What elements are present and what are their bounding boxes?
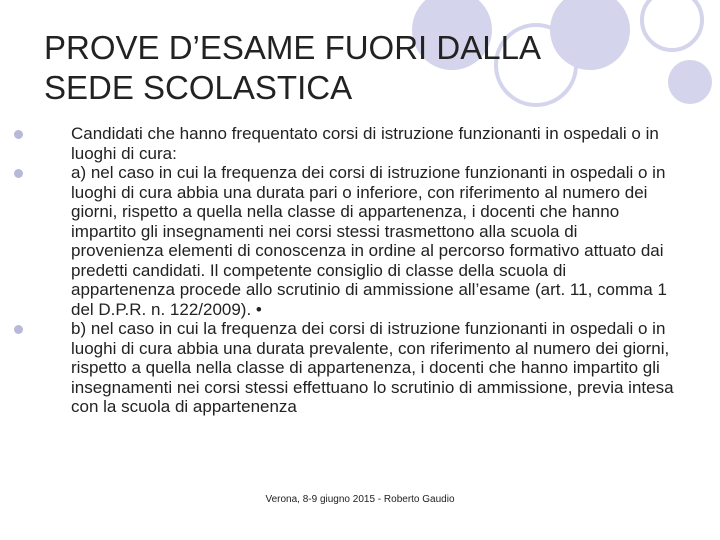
bullet-list bbox=[14, 124, 674, 417]
decor-circle bbox=[642, 0, 702, 50]
bullet-text: Candidati che hanno frequentato corsi di istruzione funzionanti in ospedali o in luoghi di cura: bbox=[71, 124, 659, 163]
bullet-text: b) nel caso in cui la frequenza dei corsi di istruzione funzionanti in ospedali o in luoghi di cura abbia una durata prevalente, con riferimento al numero dei giorni, rispetto a quella nella classe di appartenenza, i docenti che hanno impartito gli insegnamenti nei corsi stessi effettuano lo scrutinio di ammissione, previa intesa con la scuola di appartenenza bbox=[71, 319, 674, 416]
bullet-icon bbox=[14, 169, 23, 178]
decor-circle bbox=[668, 60, 712, 104]
bullet-item bbox=[14, 124, 674, 163]
bullet-item bbox=[14, 319, 674, 417]
bullet-icon bbox=[14, 325, 23, 334]
bullet-icon bbox=[14, 130, 23, 139]
bullet-item bbox=[14, 163, 674, 319]
slide-title: PROVE D’ESAME FUORI DALLA SEDE SCOLASTICA bbox=[44, 29, 540, 106]
slide-footer: Verona, 8-9 giugno 2015 - Roberto Gaudio bbox=[265, 494, 455, 505]
bullet-text: a) nel caso in cui la frequenza dei corsi di istruzione funzionanti in ospedali o in luoghi di cura abbia una durata pari o inferiore, con riferimento al numero dei giorni, rispetto a quella nella classe di appartenenza, i docenti che hanno impartito gli insegnamenti nei corsi stessi trasmettono alla scuola di provenienza elementi di conoscenza in ordine al percorso formativo attuato dai predetti candidati. Il competente consiglio di classe della scuola di appartenenza procede allo scrutinio di ammissione all’esame (art. 11, comma 1 del D.P.R. n. 122/2009). • bbox=[71, 163, 667, 319]
